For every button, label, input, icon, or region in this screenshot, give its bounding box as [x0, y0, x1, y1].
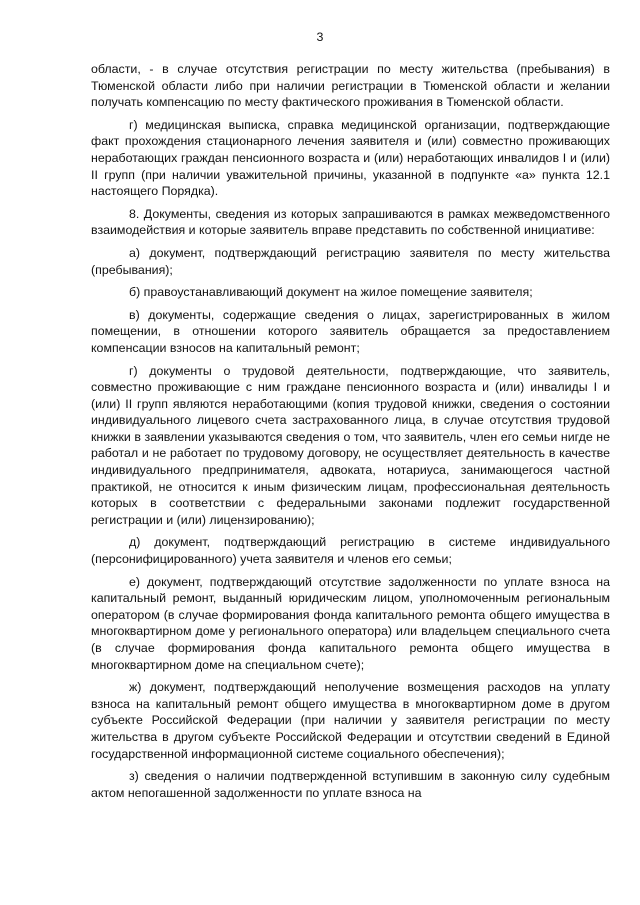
- paragraph-section-8: 8. Документы, сведения из которых запрашиваются в рамках межведомственного взаимодействия и которые заявитель вправе представить по собственной инициативе:: [91, 206, 610, 238]
- paragraph-continuation: области, - в случае отсутствия регистрации по месту жительства (пребывания) в Тюменской области либо при наличии регистрации в Тюменской области и желании получать компенсацию по месту фактического проживания в Тюменской области.: [91, 62, 610, 110]
- paragraph-item-g-medical: г) медицинская выписка, справка медицинской организации, подтверждающие факт прохождения стационарного лечения заявителя и (или) совместно проживающих неработающих граждан пенсионного возраста и (или) неработающих инвалидов I и (или) II групп (при наличии уважительной причины, указанной в подпункте «а» пункта 12.1 настоящего Порядка).: [91, 117, 610, 199]
- paragraph-item-z: з) сведения о наличии подтвержденной вступившим в законную силу судебным актом непогашенной задолженности по уплате взноса на: [91, 769, 610, 800]
- paragraph-item-d: д) документ, подтверждающий регистрацию в системе индивидуального (персонифицированного) учета заявителя и членов его семьи;: [91, 535, 610, 567]
- document-body: [91, 61, 610, 807]
- paragraph-item-e: е) документ, подтверждающий отсутствие задолженности по уплате взноса на капитальный ремонт, выданный юридическим лицом, уполномоченным региональным оператором (в случае формирования фонда капитального ремонта общего имущества в многоквартирном доме у регионального оператора) или владельцем специального счета (в случае формирования фонда капитального ремонта общего имущества в многоквартирном доме на специальном счете);: [91, 574, 610, 672]
- paragraph-item-v: в) документы, содержащие сведения о лицах, зарегистрированных в жилом помещении, в отношении которого заявитель обращается за предоставлением компенсации взносов на капитальный ремонт;: [91, 307, 610, 355]
- paragraph-item-zh: ж) документ, подтверждающий неполучение возмещения расходов на уплату взноса на капитальный ремонт общего имущества в многоквартирном доме в другом субъекте Российской Федерации (при наличии у заявителя регистрации по месту жительства в другом субъекте Российской Федерации и отсутствии сведений в Единой государственной информационной системе социального обеспечения);: [91, 680, 610, 761]
- page-number: 3: [316, 30, 324, 44]
- paragraph-item-b: б) правоустанавливающий документ на жилое помещение заявителя;: [129, 285, 533, 300]
- paragraph-item-a: а) документ, подтверждающий регистрацию заявителя по месту жительства (пребывания);: [91, 245, 610, 277]
- paragraph-item-g: г) документы о трудовой деятельности, подтверждающие, что заявитель, совместно проживающие с ним граждане пенсионного возраста и (или) инвалиды I и (или) II групп являются неработающими (копия трудовой книжки, сведения о состоянии индивидуального лицевого счета застрахованного лица, в случае отсутствия трудовой книжки в заявлении указываются сведения о том, что заявитель, член его семьи нигде не работал и не работает по трудовому договору, не осуществляет деятельность в качестве индивидуального предпринимателя, адвоката, нотариуса, занимающегося частной практикой, не относится к иным физическим лицам, профессиональная деятельность которых в соответствии с федеральными законами подлежит государственной регистрации и (или) лицензированию);: [91, 363, 610, 527]
